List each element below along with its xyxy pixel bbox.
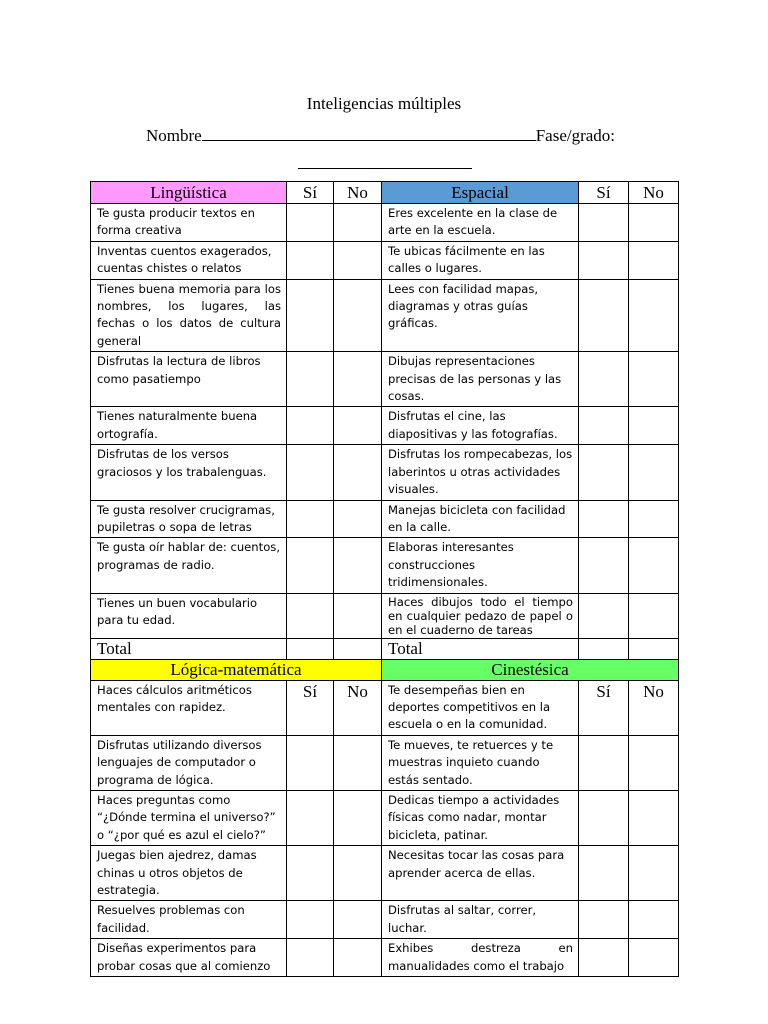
item-linguistica: Te gusta producir textos en forma creativa	[91, 204, 287, 242]
checkbox-no[interactable]	[629, 846, 679, 901]
table-row	[91, 735, 679, 790]
checkbox-si[interactable]	[579, 846, 629, 901]
checkbox-si[interactable]	[287, 279, 334, 352]
item-linguistica: Te gusta resolver crucigramas, pupiletras o sopa de letras	[91, 500, 287, 538]
total-si[interactable]	[579, 638, 629, 659]
checkbox-si[interactable]	[579, 204, 629, 242]
checkbox-si[interactable]	[287, 500, 334, 538]
total-label-linguistica: Total	[91, 638, 287, 659]
checkbox-no[interactable]	[334, 538, 382, 593]
checkbox-no[interactable]	[334, 500, 382, 538]
item-espacial: Eres excelente en la clase de arte en la escuela.	[382, 204, 579, 242]
section-header-row-2	[91, 659, 679, 680]
item-linguistica: Disfrutas la lectura de libros como pasatiempo	[91, 352, 287, 407]
checkbox-no[interactable]	[334, 939, 382, 977]
col-header-no: No	[334, 680, 382, 735]
checkbox-no[interactable]	[629, 735, 679, 790]
total-si[interactable]	[287, 638, 334, 659]
col-header-no: No	[629, 182, 679, 204]
item-espacial: Haces dibujos todo el tiempo en cualquier pedazo de papel o en el cuaderno de tareas	[382, 593, 579, 638]
checkbox-no[interactable]	[629, 445, 679, 500]
item-logica: Juegas bien ajedrez, damas chinas u otros objetos de estrategia.	[91, 846, 287, 901]
table-row	[91, 901, 679, 939]
item-linguistica: Tienes naturalmente buena ortografía.	[91, 407, 287, 445]
nombre-label: Nombre	[146, 126, 202, 145]
checkbox-si[interactable]	[579, 901, 629, 939]
table-row	[91, 445, 679, 500]
checkbox-no[interactable]	[629, 901, 679, 939]
item-cinestesica: Necesitas tocar las cosas para aprender acerca de ellas.	[382, 846, 579, 901]
checkbox-si[interactable]	[287, 593, 334, 638]
table-row	[91, 279, 679, 352]
checkbox-no[interactable]	[334, 846, 382, 901]
table-row	[91, 407, 679, 445]
item-linguistica: Inventas cuentos exagerados, cuentas chistes o relatos	[91, 241, 287, 279]
checkbox-no[interactable]	[334, 790, 382, 845]
checkbox-no[interactable]	[629, 500, 679, 538]
name-field-row	[146, 126, 615, 146]
item-espacial: Disfrutas el cine, las diapositivas y las fotografías.	[382, 407, 579, 445]
checkbox-no[interactable]	[334, 445, 382, 500]
checkbox-no[interactable]	[629, 352, 679, 407]
table-row	[91, 352, 679, 407]
checkbox-si[interactable]	[579, 500, 629, 538]
col-header-no: No	[629, 680, 679, 735]
checkbox-no[interactable]	[334, 241, 382, 279]
checkbox-si[interactable]	[579, 352, 629, 407]
checkbox-si[interactable]	[287, 445, 334, 500]
checkbox-no[interactable]	[334, 593, 382, 638]
checkbox-no[interactable]	[334, 407, 382, 445]
nombre-blank[interactable]	[202, 126, 536, 141]
col-header-si: Sí	[287, 680, 334, 735]
table-row	[91, 204, 679, 242]
item-espacial: Dibujas representaciones precisas de las personas y las cosas.	[382, 352, 579, 407]
item-espacial: Disfrutas los rompecabezas, los laberintos u otras actividades visuales.	[382, 445, 579, 500]
checkbox-si[interactable]	[287, 538, 334, 593]
item-linguistica: Te gusta oír hablar de: cuentos, programas de radio.	[91, 538, 287, 593]
table-row	[91, 593, 679, 638]
checkbox-no[interactable]	[629, 538, 679, 593]
table-row	[91, 538, 679, 593]
table-row	[91, 846, 679, 901]
item-logica: Resuelves problemas con facilidad.	[91, 901, 287, 939]
checkbox-no[interactable]	[334, 901, 382, 939]
item-espacial: Manejas bicicleta con facilidad en la calle.	[382, 500, 579, 538]
checkbox-no[interactable]	[334, 735, 382, 790]
item-logica: Haces cálculos aritméticos mentales con rapidez.	[91, 680, 287, 735]
checkbox-si[interactable]	[287, 939, 334, 977]
item-logica: Disfrutas utilizando diversos lenguajes de computador o programa de lógica.	[91, 735, 287, 790]
checkbox-si[interactable]	[579, 445, 629, 500]
checkbox-si[interactable]	[287, 846, 334, 901]
checkbox-si[interactable]	[287, 204, 334, 242]
checkbox-si[interactable]	[579, 735, 629, 790]
checkbox-si[interactable]	[579, 407, 629, 445]
page-title: Inteligencias múltiples	[306, 94, 462, 113]
checkbox-no[interactable]	[629, 593, 679, 638]
checkbox-si[interactable]	[287, 352, 334, 407]
item-linguistica: Disfrutas de los versos graciosos y los trabalenguas.	[91, 445, 287, 500]
checkbox-si[interactable]	[287, 901, 334, 939]
item-espacial: Te ubicas fácilmente en las calles o lugares.	[382, 241, 579, 279]
item-cinestesica: Disfrutas al saltar, correr, luchar.	[382, 901, 579, 939]
checkbox-no[interactable]	[629, 790, 679, 845]
checkbox-si[interactable]	[579, 790, 629, 845]
col-header-no: No	[334, 182, 382, 204]
item-espacial: Lees con facilidad mapas, diagramas y otras guías gráficas.	[382, 279, 579, 352]
checkbox-no[interactable]	[334, 204, 382, 242]
item-cinestesica: Te mueves, te retuerces y te muestras inquieto cuando estás sentado.	[382, 735, 579, 790]
checkbox-no[interactable]	[629, 204, 679, 242]
section-title-linguistica: Lingüística	[91, 182, 287, 204]
checkbox-no[interactable]	[629, 939, 679, 977]
item-linguistica: Tienes buena memoria para los nombres, los lugares, las fechas o los datos de cultura general	[91, 279, 287, 352]
item-logica: Diseñas experimentos para probar cosas que al comienzo	[91, 939, 287, 977]
checkbox-si[interactable]	[287, 241, 334, 279]
checkbox-no[interactable]	[629, 279, 679, 352]
table-row	[91, 939, 679, 977]
col-header-si: Sí	[579, 680, 629, 735]
checkbox-si[interactable]	[287, 790, 334, 845]
checkbox-no[interactable]	[629, 241, 679, 279]
checkbox-si[interactable]	[287, 407, 334, 445]
checkbox-no[interactable]	[629, 407, 679, 445]
checkbox-si[interactable]	[579, 939, 629, 977]
section-title-logica: Lógica-matemática	[91, 659, 382, 680]
item-cinestesica: Exhibes destreza en manualidades como el trabajo	[382, 939, 579, 977]
checkbox-si[interactable]	[579, 593, 629, 638]
fase-label: Fase/grado:	[535, 126, 616, 145]
total-no[interactable]	[629, 638, 679, 659]
total-label-espacial: Total	[382, 638, 579, 659]
col-header-si: Sí	[579, 182, 629, 204]
table-row	[91, 790, 679, 845]
section-title-espacial: Espacial	[382, 182, 579, 204]
checkbox-si[interactable]	[579, 279, 629, 352]
total-no[interactable]	[334, 638, 382, 659]
checkbox-si[interactable]	[579, 538, 629, 593]
item-cinestesica: Dedicas tiempo a actividades físicas como nadar, montar bicicleta, patinar.	[382, 790, 579, 845]
intelligences-table	[90, 181, 679, 977]
table-row	[91, 500, 679, 538]
item-espacial: Elaboras interesantes construcciones tridimensionales.	[382, 538, 579, 593]
item-linguistica: Tienes un buen vocabulario para tu edad.	[91, 593, 287, 638]
checkbox-si[interactable]	[287, 735, 334, 790]
item-cinestesica: Te desempeñas bien en deportes competitivos en la escuela o en la comunidad.	[382, 680, 579, 735]
table-row	[91, 241, 679, 279]
checkbox-si[interactable]	[579, 241, 629, 279]
table-row	[91, 680, 679, 735]
checkbox-no[interactable]	[334, 279, 382, 352]
item-logica: Haces preguntas como “¿Dónde termina el universo?” o “¿por qué es azul el cielo?”	[91, 790, 287, 845]
section-title-cinestesica: Cinestésica	[382, 659, 679, 680]
col-header-si: Sí	[287, 182, 334, 204]
total-row	[91, 638, 679, 659]
checkbox-no[interactable]	[334, 352, 382, 407]
section-header-row-1	[91, 182, 679, 204]
fase-blank[interactable]	[298, 156, 472, 169]
